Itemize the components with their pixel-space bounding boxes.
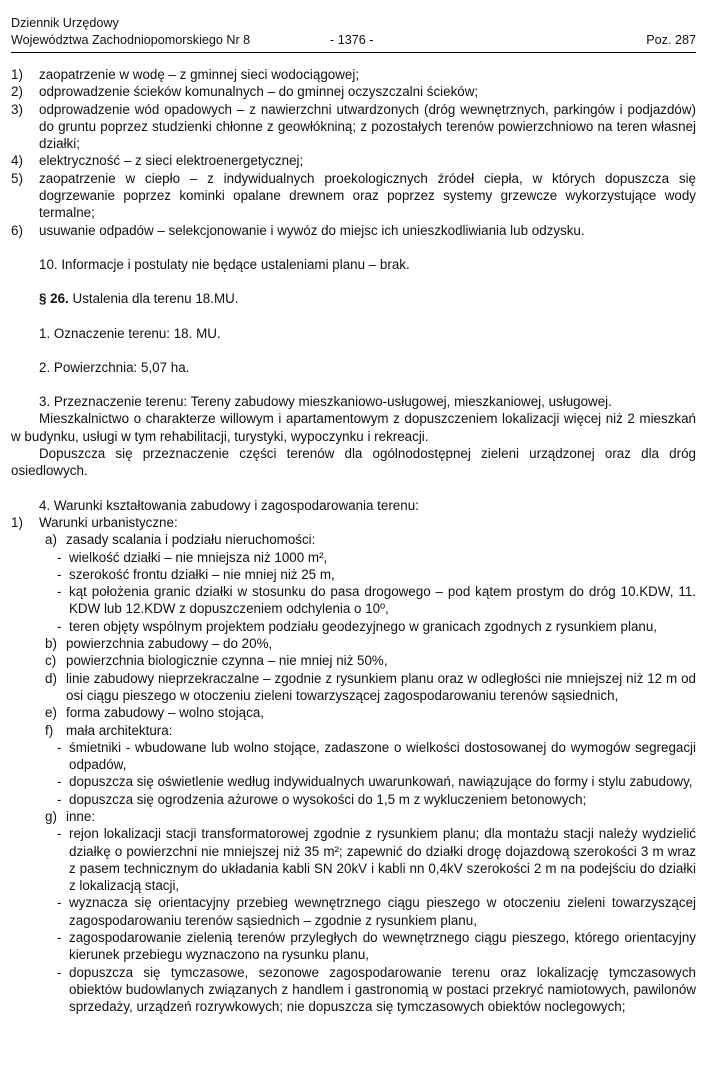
- item-number: 2): [11, 84, 23, 100]
- dash-item-text: dopuszcza się oświetlenie według indywidualnych uwarunkowań, nawiązujące do formy i stylu zabudowy,: [69, 774, 693, 790]
- section-title: Ustalenia dla terenu 18.MU.: [68, 291, 239, 307]
- subpoint-letter: g): [45, 808, 57, 824]
- subpoint-text: powierzchnia biologicznie czynna – nie mniej niż 50%,: [66, 653, 388, 669]
- item-text: Warunki urbanistyczne:: [39, 514, 178, 530]
- item-number: 4): [11, 153, 23, 169]
- dash-item: - szerokość frontu działki – nie mniej niż 25 m,: [57, 566, 335, 582]
- subpoint-text: mała architektura:: [66, 722, 173, 738]
- dash-item: - wyznacza się orientacyjny przebieg wewnętrznego ciągu pieszego w otoczeniu zieleni towarzyszącej zagospodarowaniu terenów sąsiednich – zgodnie z rysunkiem planu,: [57, 895, 696, 928]
- subpoint-letter: f): [45, 722, 54, 738]
- dash-item-text: rejon lokalizacji stacji transformatorowej zgodnie z rysunkiem planu; dla montażu stacji należy wydzielić działkę o powierzchni nie mniejszej niż 35 m²; zapewnić do działki drogę dojazdową szerokości 3 m wraz z pasem technicznym do układania kabli SN 20kV i kabli nn 0,4kV szerokości 2 m na podejściu do działki z lokalizacją stacji,: [69, 826, 696, 894]
- dash-item-text: wyznacza się orientacyjny przebieg wewnętrznego ciągu pieszego w otoczeniu zieleni towarzyszącej zagospodarowaniu terenów sąsiednich – zgodnie z rysunkiem planu,: [69, 895, 696, 928]
- subpoint-letter: b): [45, 636, 57, 652]
- subpoint-letter: e): [45, 705, 57, 721]
- subpoint-text: zasady scalania i podziału nieruchomości:: [66, 532, 316, 548]
- section-number: § 26.: [39, 291, 69, 307]
- urban-conditions: [11, 514, 696, 531]
- subpoint-b: [11, 635, 696, 652]
- dash-item-text: śmietniki - wbudowane lub wolno stojące, zadaszone o wielkości dostosowanej do wymogów segregacji odpadów,: [69, 739, 696, 773]
- subpoint-f: [11, 722, 696, 739]
- dash-item-text: dopuszcza się ogrodzenia ażurowe o wysokości do 1,5 m z wykluczeniem betonowych;: [69, 791, 587, 807]
- item-number: 1): [11, 67, 23, 82]
- paragraph-4: 4. Warunki kształtowania zabudowy i zagospodarowania terenu:: [39, 497, 419, 513]
- paragraph-3-continuation: Mieszkalnictwo o charakterze willowym i apartamentowym z dopuszczeniem lokalizacji więcej niż 2 mieszkań w budynku, usługi w tym rehabilitacji, turystyki, wypoczynku i rekreacji.: [11, 411, 696, 444]
- dash-item: - dopuszcza się tymczasowe, sezonowe zagospodarowanie terenu oraz lokalizację tymczasowych obiektów budowlanych związanych z handlem i gastronomią w postaci przekryć namiotowych, pawilonów sprzedaży, urządzeń rozrywkowych; nie dopuszcza się tymczasowych obiektów noclegowych;: [57, 964, 696, 1015]
- media-item: [11, 152, 696, 169]
- item-text: elektryczność – z sieci elektroenergetycznej;: [39, 153, 304, 169]
- subpoint-e: [11, 704, 696, 721]
- media-item: [11, 222, 696, 239]
- page-number: - 1376 -: [330, 33, 374, 47]
- dash-item: - wielkość działki – nie mniejsza niż 1000 m²,: [57, 549, 328, 565]
- paragraph-3-continuation: Dopuszcza się przeznaczenie części terenów dla ogólnodostępnej zieleni urządzonej oraz dla dróg osiedlowych.: [11, 446, 696, 479]
- dash-item-text: dopuszcza się tymczasowe, sezonowe zagospodarowanie terenu oraz lokalizację tymczasowych obiektów budowlanych związanych z handlem i gastronomią w postaci przekryć namiotowych, pawilonów sprzedaży, urządzeń rozrywkowych; nie dopuszcza się tymczasowych obiektów noclegowych;: [69, 964, 696, 1015]
- item-text: usuwanie odpadów – selekcjonowanie i wywóz do miejsc ich unieszkodliwiania lub odzysku.: [39, 222, 585, 238]
- paragraph-10: 10. Informacje i postulaty nie będące ustaleniami planu – brak.: [39, 256, 410, 272]
- media-item: [11, 101, 696, 153]
- dash-item: - teren objęty wspólnym projektem podziału geodezyjnego w granicach zgodnych z rysunkiem planu,: [57, 618, 658, 634]
- subpoint-letter: a): [45, 532, 57, 548]
- section-26-heading: [11, 290, 696, 307]
- dash-item: - dopuszcza się oświetlenie według indywidualnych uwarunkowań, nawiązujące do formy i stylu zabudowy,: [57, 774, 693, 790]
- subpoint-text: inne:: [66, 808, 96, 824]
- position-number: Poz. 287: [646, 33, 696, 47]
- subpoint-a: [11, 531, 696, 548]
- dash-item-text: teren objęty wspólnym projektem podziału geodezyjnego w granicach zgodnych z rysunkiem planu,: [69, 618, 658, 634]
- subpoint-c: [11, 652, 696, 669]
- subpoint-g: [11, 808, 696, 825]
- dash-item: - zagospodarowanie zielenią terenów przyległych do wewnętrznego ciągu pieszego, którego orientacyjny kierunek przebiegu wyznaczono na rysunku planu,: [57, 930, 696, 963]
- item-text: zaopatrzenie w ciepło – z indywidualnych proekologicznych źródeł ciepła, w których dopuszcza się dogrzewanie poprzez kominki opalane drewnem oraz poprzez systemy grzewcze wykorzystujące wody termalne;: [39, 170, 696, 221]
- subpoint-text: forma zabudowy – wolno stojąca,: [66, 705, 264, 721]
- subpoint-letter: c): [45, 653, 57, 669]
- dash-item-text: wielkość działki – nie mniejsza niż 1000 m²,: [69, 549, 328, 565]
- paragraph-1: 1. Oznaczenie terenu: 18. MU.: [39, 325, 221, 341]
- journal-subtitle: Województwa Zachodniopomorskiego Nr 8: [11, 33, 251, 47]
- media-item: [11, 83, 696, 100]
- media-item: [11, 66, 696, 83]
- item-text: odprowadzenie wód opadowych – z nawierzchni utwardzonych (dróg wewnętrznych, parkingów i podjazdów) do gruntu poprzez studzienki chłonne z geowłókniną; z pozostałych terenów powierzchniowo na teren własnej działki;: [39, 101, 696, 152]
- item-number: 3): [11, 101, 23, 117]
- dash-item: - kąt położenia granic działki w stosunku do pasa drogowego – pod kątem prostym do dróg 10.KDW, 11. KDW lub 12.KDW z dopuszczeniem odchylenia o 10º,: [57, 584, 696, 617]
- item-number: 5): [11, 170, 23, 186]
- dash-item: - dopuszcza się ogrodzenia ażurowe o wysokości do 1,5 m z wykluczeniem betonowych;: [57, 791, 587, 807]
- paragraph-3: 3. Przeznaczenie terenu: Tereny zabudowy mieszkaniowo-usługowej, mieszkaniowej, usługowej.: [39, 394, 612, 410]
- item-text: zaopatrzenie w wodę – z gminnej sieci wodociągowej;: [39, 67, 360, 82]
- item-number: 1): [11, 514, 23, 530]
- dash-item-text: zagospodarowanie zielenią terenów przyległych do wewnętrznego ciągu pieszego, którego orientacyjny kierunek przebiegu wyznaczono na rysunku planu,: [69, 930, 696, 963]
- subpoint-d: [11, 670, 696, 705]
- item-text: odprowadzenie ścieków komunalnych – do gminnej oczyszczalni ścieków;: [39, 84, 479, 100]
- journal-title: Dziennik Urzędowy: [11, 16, 119, 30]
- page-header: [11, 8, 696, 53]
- subpoint-letter: d): [45, 670, 57, 686]
- dash-item-text: kąt położenia granic działki w stosunku do pasa drogowego – pod kątem prostym do dróg 10.KDW, 11. KDW lub 12.KDW z dopuszczeniem odchylenia o 10º,: [69, 584, 696, 617]
- document-body: [11, 66, 696, 1016]
- subpoint-text: powierzchnia zabudowy – do 20%,: [66, 636, 273, 652]
- dash-item: - rejon lokalizacji stacji transformatorowej zgodnie z rysunkiem planu; dla montażu stacji należy wydzielić działkę o powierzchni nie mniejszej niż 35 m²; zapewnić do działki drogę dojazdową szerokości 3 m wraz z pasem technicznym do układania kabli SN 20kV i kabli nn 0,4kV szerokości 2 m na podejściu do działki z lokalizacją stacji,: [57, 826, 696, 894]
- item-number: 6): [11, 222, 23, 238]
- dash-item-text: szerokość frontu działki – nie mniej niż 25 m,: [69, 566, 335, 582]
- subpoint-text: linie zabudowy nieprzekraczalne – zgodnie z rysunkiem planu oraz w odległości nie mniejszej niż 12 m od osi ciągu pieszego w otoczeniu zieleni towarzyszącej zagospodarowaniu terenów sąsiednich,: [66, 670, 696, 703]
- media-item: [11, 170, 696, 222]
- paragraph-2: 2. Powierzchnia: 5,07 ha.: [39, 359, 190, 375]
- dash-item: - śmietniki - wbudowane lub wolno stojące, zadaszone o wielkości dostosowanej do wymogów segregacji odpadów,: [57, 739, 696, 773]
